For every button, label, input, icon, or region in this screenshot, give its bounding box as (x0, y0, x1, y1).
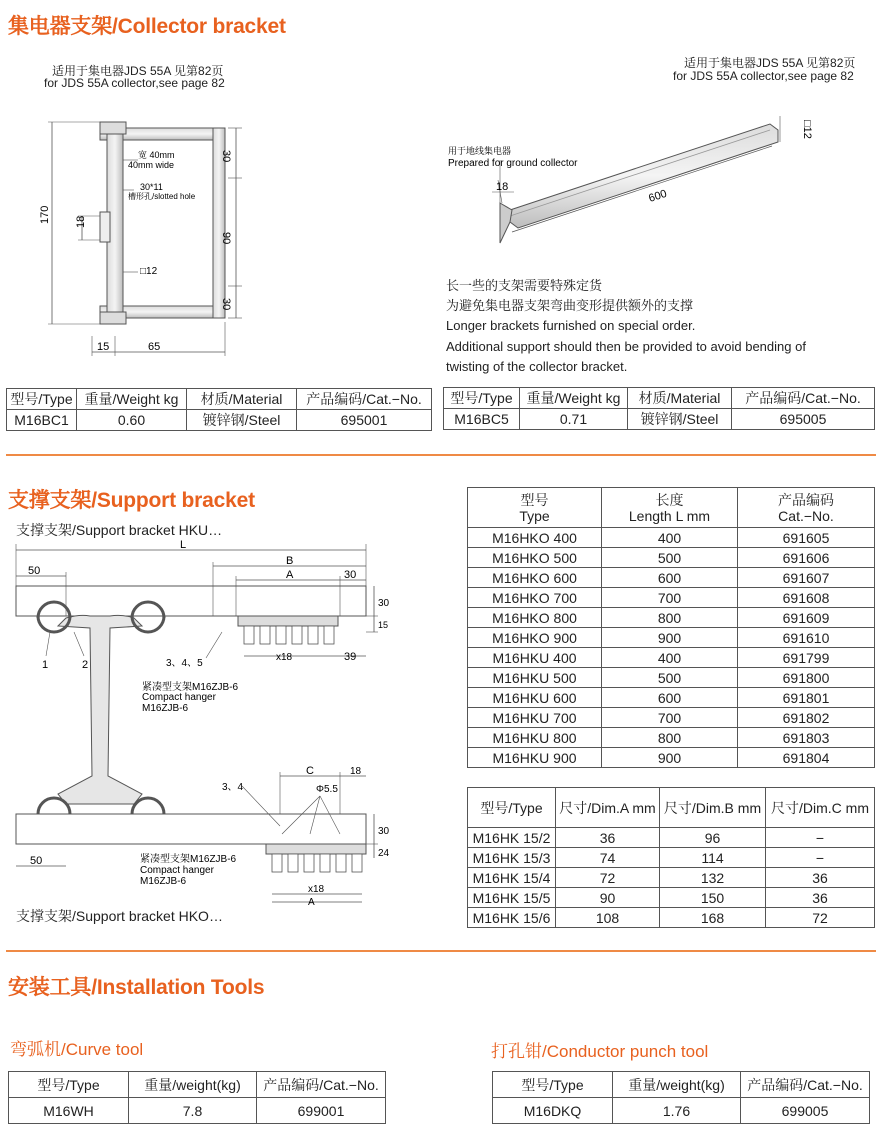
table-row: M16HKO 900 900 691610 (468, 628, 875, 648)
curve-th-weight: 重量/weight(kg) (129, 1072, 257, 1098)
curve-cell-type: M16WH (9, 1098, 129, 1124)
cell-catno: 695001 (297, 410, 432, 431)
th-catno: 产品编码/Cat.−No. (297, 389, 432, 410)
len-th-catno: 产品编码 Cat.−No. (738, 488, 875, 528)
dim-24: 24 (378, 848, 390, 859)
divider-2 (6, 950, 876, 952)
dim-65: 65 (148, 341, 161, 353)
long-bracket-drawing (440, 108, 840, 258)
width-cn: 宽 40mm (138, 150, 175, 160)
dim-30-right: 30 (378, 598, 390, 609)
punch-cell-weight: 1.76 (613, 1098, 741, 1124)
dim-30-bottom-right: 30 (378, 826, 390, 837)
dim-x18-top: x18 (276, 652, 293, 663)
th-type: 型号/Type (7, 389, 77, 410)
left-note-en: for JDS 55A collector,see page 82 (44, 76, 225, 90)
longer-cn-1: 长一些的支架需要特殊定货 (446, 278, 603, 293)
support-bracket-drawing (10, 536, 460, 906)
cell-weight: 0.60 (77, 410, 187, 431)
hanger-cn-top: 紧凑型支架M16ZJB-6 (142, 682, 239, 693)
th-weight: 重量/Weight kg (520, 388, 628, 409)
dim-15: 15 (97, 341, 110, 353)
dim-170: 170 (39, 205, 51, 224)
dim-A-bottom: A (308, 897, 315, 906)
hku-label: 支撑支架/Support bracket HKU… (16, 522, 223, 538)
dim-30-bottom: 30 (220, 298, 232, 311)
dim-th-a: 尺寸/Dim.A mm (556, 788, 660, 828)
table-row: M16HKO 800 800 691609 (468, 608, 875, 628)
length-table (467, 487, 875, 768)
divider-1 (6, 454, 876, 456)
dim-18-bottom: 18 (350, 766, 362, 777)
hanger-en2-bottom: M16ZJB-6 (140, 876, 187, 887)
hanger-en2-top: M16ZJB-6 (142, 703, 189, 714)
table-row: M16HK 15/2 36 96 − (468, 828, 875, 848)
longer-cn-2: 为避免集电器支架弯曲变形提供额外的支撑 (446, 298, 694, 313)
collector-section-title: 集电器支架/Collector bracket (8, 15, 286, 38)
hanger-en1-bottom: Compact hanger (140, 865, 214, 876)
cell-weight: 0.71 (520, 409, 628, 430)
dim-th-c: 尺寸/Dim.C mm (766, 788, 875, 828)
punch-tool-title: 打孔钳/Conductor punch tool (491, 1042, 709, 1061)
table-row: M16HKO 400 400 691605 (468, 528, 875, 548)
table-row: M16HKO 700 700 691608 (468, 588, 875, 608)
table-row: M16HKO 600 600 691607 (468, 568, 875, 588)
longer-en-2: Additional support should then be provided to avoid bending of (446, 339, 806, 354)
dim-L: L (180, 539, 187, 551)
long-sq12: □12 (801, 120, 813, 139)
dim-30-top: 30 (220, 150, 232, 163)
long-dim-18: 18 (496, 181, 509, 193)
curve-cell-weight: 7.8 (129, 1098, 257, 1124)
left-note-cn: 适用于集电器JDS 55A 见第82页 (52, 64, 224, 78)
longer-en-3: twisting of the collector bracket. (446, 359, 628, 374)
dim-x18-bottom: x18 (308, 884, 325, 895)
len-th-type: 型号 Type (468, 488, 602, 528)
dim-A: A (286, 569, 294, 581)
punch-th-catno: 产品编码/Cat.−No. (741, 1072, 870, 1098)
th-material: 材质/Material (628, 388, 732, 409)
th-weight: 重量/Weight kg (77, 389, 187, 410)
punch-cell-catno: 699005 (741, 1098, 870, 1124)
table-row: M16HKU 500 500 691800 (468, 668, 875, 688)
table-row: M16HKU 400 400 691799 (468, 648, 875, 668)
punch-tool-table (492, 1071, 870, 1124)
table-row: M16HK 15/4 72 132 36 (468, 868, 875, 888)
long-dim-600: 600 (647, 187, 669, 205)
cell-material: 镀锌钢/Steel (187, 410, 297, 431)
callout-2: 2 (82, 659, 89, 671)
len-th-length: 长度 Length L mm (602, 488, 738, 528)
cell-catno: 695005 (732, 409, 875, 430)
dim-th-b: 尺寸/Dim.B mm (660, 788, 766, 828)
table-row: M16HK 15/3 74 114 − (468, 848, 875, 868)
dim-90: 90 (220, 232, 232, 245)
dim-50-top: 50 (28, 565, 41, 577)
dim-15-right: 15 (378, 620, 389, 630)
table-row: M16HKU 700 700 691802 (468, 708, 875, 728)
punch-cell-type: M16DKQ (493, 1098, 613, 1124)
longer-en-1: Longer brackets furnished on special order. (446, 318, 696, 333)
dim-50-bottom: 50 (30, 855, 43, 867)
dim-30-top: 30 (344, 569, 357, 581)
dim-sq12: □12 (140, 266, 158, 277)
tools-section-title: 安装工具/Installation Tools (8, 976, 265, 999)
ground-en: Prepared for ground collector (448, 158, 578, 169)
hole-dim: 30*11 (140, 182, 163, 192)
collector-table-left (6, 388, 432, 431)
width-en: 40mm wide (128, 160, 175, 170)
hanger-cn-bottom: 紧凑型支架M16ZJB-6 (140, 854, 237, 865)
cell-type: M16BC5 (444, 409, 520, 430)
table-row: M16HKO 500 500 691606 (468, 548, 875, 568)
dim-C: C (306, 765, 314, 777)
table-row: M16HKU 800 800 691803 (468, 728, 875, 748)
support-section-title: 支撑支架/Support bracket (8, 489, 255, 512)
th-type: 型号/Type (444, 388, 520, 409)
collector-table-right (443, 387, 875, 430)
hole-label: 槽形孔/slotted hole (128, 192, 196, 201)
curve-th-catno: 产品编码/Cat.−No. (257, 1072, 386, 1098)
curve-th-type: 型号/Type (9, 1072, 129, 1098)
collector-bracket-drawing (30, 100, 250, 360)
dim-39: 39 (344, 651, 357, 663)
cell-type: M16BC1 (7, 410, 77, 431)
th-material: 材质/Material (187, 389, 297, 410)
curve-tool-title: 弯弧机/Curve tool (10, 1040, 144, 1059)
dim-18: 18 (75, 215, 87, 228)
table-row: M16HK 15/5 90 150 36 (468, 888, 875, 908)
table-row: M16HKU 600 600 691801 (468, 688, 875, 708)
table-row: M16HKU 900 900 691804 (468, 748, 875, 768)
right-note-en: for JDS 55A collector,see page 82 (673, 69, 854, 83)
dimension-table (467, 787, 875, 928)
callout-1: 1 (42, 659, 49, 671)
punch-th-type: 型号/Type (493, 1072, 613, 1098)
dim-th-type: 型号/Type (468, 788, 556, 828)
th-catno: 产品编码/Cat.−No. (732, 388, 875, 409)
hko-label: 支撑支架/Support bracket HKO… (16, 908, 223, 924)
cell-material: 镀锌钢/Steel (628, 409, 732, 430)
table-row: M16HK 15/6 108 168 72 (468, 908, 875, 928)
callout-34: 3、4 (222, 782, 244, 793)
hanger-en1-top: Compact hanger (142, 692, 216, 703)
dim-phi: Φ5.5 (316, 784, 338, 795)
curve-tool-table (8, 1071, 386, 1124)
right-note-cn: 适用于集电器JDS 55A 见第82页 (684, 56, 856, 70)
ground-cn: 用于地线集电器 (448, 146, 512, 156)
dim-B: B (286, 555, 294, 567)
callout-345: 3、4、5 (166, 658, 203, 669)
punch-th-weight: 重量/weight(kg) (613, 1072, 741, 1098)
curve-cell-catno: 699001 (257, 1098, 386, 1124)
